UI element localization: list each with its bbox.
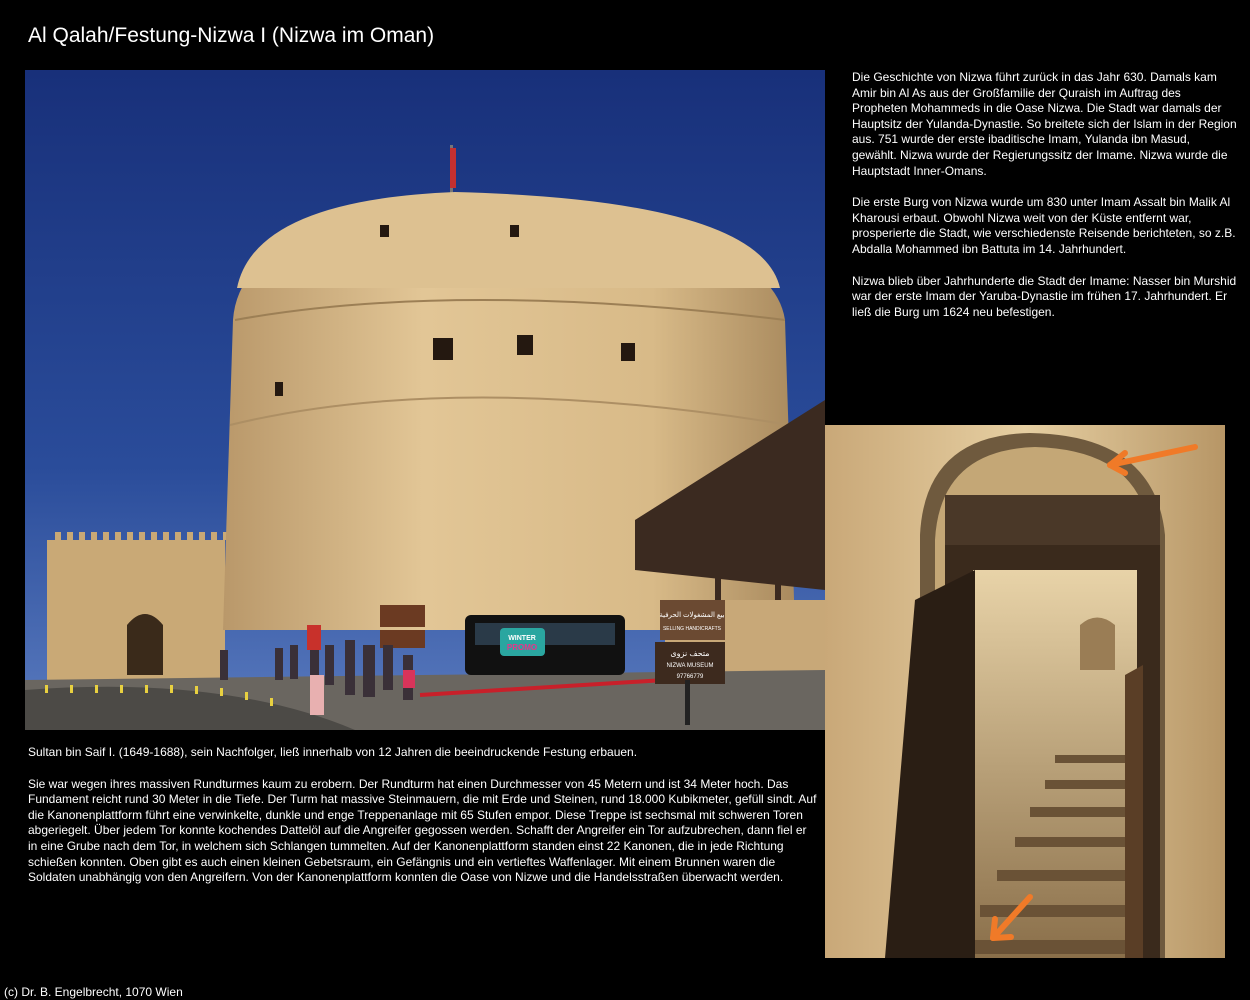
visitor-red-shirt	[403, 670, 415, 688]
fort-photo-drawing	[25, 70, 825, 730]
red-sign	[307, 625, 321, 650]
tower-window	[380, 225, 389, 237]
handicrafts-sign-en: SELLING HANDICRAFTS	[662, 626, 722, 632]
fortress-description	[28, 745, 818, 902]
page-title: Al Qalah/Festung-Nizwa I (Nizwa im Oman)	[28, 24, 435, 47]
direction-sign	[380, 605, 425, 627]
promo-sign-line1: WINTER	[508, 635, 536, 642]
museum-sign-ar: متحف نزوى	[670, 649, 710, 658]
wall-niche	[1080, 618, 1115, 671]
staircase-photo-drawing	[825, 425, 1225, 958]
fort-photo	[25, 70, 825, 730]
tower-window	[621, 343, 635, 361]
door-lintel	[945, 495, 1160, 545]
description-paragraph: Sie war wegen ihres massiven Rundturmes kaum zu erobern. Der Rundturm hat einen Durchmesser von 45 Metern und ist 34 Meter hoch. Das Fundament reicht rund 30 Meter in die Tiefe. Der Turm hat massive Steinmauern, die mit Erde und Steinen, rund 18.000 Kubikmeter, gefüll sindt. Auf die Kanonenplattform führt eine verwinkelte, dunkle und enge Treppenanlage mit 65 Stufen empor. Diese Treppe ist sechsmal mit schweren Toren abgeriegelt. Über jedem Tor konnte kochendes Dattelöl auf die Angreifer gegossen werden. Schafft der Angreifer ein Tor aufzubrechen, dann fiel er in eine Grube nach dem Tor, in welchem sich Schlangen tummelten. Auf der Kanonenplattform standen einst 22 Kanonen, die in jede Richtung schießen konnten. Oben gibt es auch einen kleinen Gebetsraum, ein Gefängnis und ein vertieftes Waffenlager. Mit einem Brunnen waren die Soldaten unabhängig von den Angreifern. Von der Kanonenplattform konnten die Oase von Nizwe und die Handelsstraßen überwacht werden.	[28, 776, 817, 885]
tower-window	[510, 225, 519, 237]
promo-sign-line2: PROMO	[506, 643, 538, 652]
gate-doorway	[127, 614, 163, 675]
history-paragraph: Nizwa blieb über Jahrhunderte die Stadt der Imame: Nasser bin Murshid war der erste Imam der Yaruba-Dynastie im frühen 17. Jahrhundert. Er ließ die Burg um 1624 neu befestigen.	[852, 273, 1237, 319]
history-paragraph: Die erste Burg von Nizwa wurde um 830 unter Imam Assalt bin Malik Al Kharousi erbaut. Obwohl Nizwa weit von der Küste entfernt war, prosperierte die Stadt, wie verschiedenste Reisende berichteten, so z.B. Abdalla Mohammed ibn Battuta im 14. Jahrhundert.	[852, 195, 1236, 256]
description-paragraph: Sultan bin Saif I. (1649-1688), sein Nachfolger, ließ innerhalb von 12 Jahren die beeindruckende Festung erbauen.	[28, 745, 638, 759]
copyright-footer: (c) Dr. B. Engelbrecht, 1070 Wien	[4, 985, 183, 999]
staircase-photo	[825, 425, 1225, 958]
parking-post	[685, 680, 690, 725]
tower-window	[517, 335, 533, 355]
tower-window	[275, 382, 283, 396]
museum-sign-phone: 97766779	[676, 674, 704, 680]
handicrafts-sign-ar: بيع المشغولات الحرفية	[659, 612, 725, 619]
history-paragraph: Die Geschichte von Nizwa führt zurück in das Jahr 630. Damals kam Amir bin Al As aus der Großfamilie der Quraish im Auftrag des Propheten Mohammeds in die Oase Nizwa. Die Stadt war damals der Hauptsitz der Yulanda-Dynastie. So breitete sich der Islam in der Region aus. 751 wurde der erste ibaditische Imam, Yulanda ibn Masud, gewählt. Nizwa wurde der Regierungssitz der Imame. Nizwa wurde die Hauptstadt Inner-Omans.	[852, 70, 1237, 178]
visitor-pink	[310, 675, 324, 715]
museum-sign-en: NIZWA MUSEUM	[666, 663, 714, 669]
door-edge	[1125, 665, 1143, 958]
flag	[450, 148, 456, 188]
handicrafts-sign	[660, 600, 725, 640]
history-text	[852, 70, 1237, 336]
tower-window	[433, 338, 453, 360]
